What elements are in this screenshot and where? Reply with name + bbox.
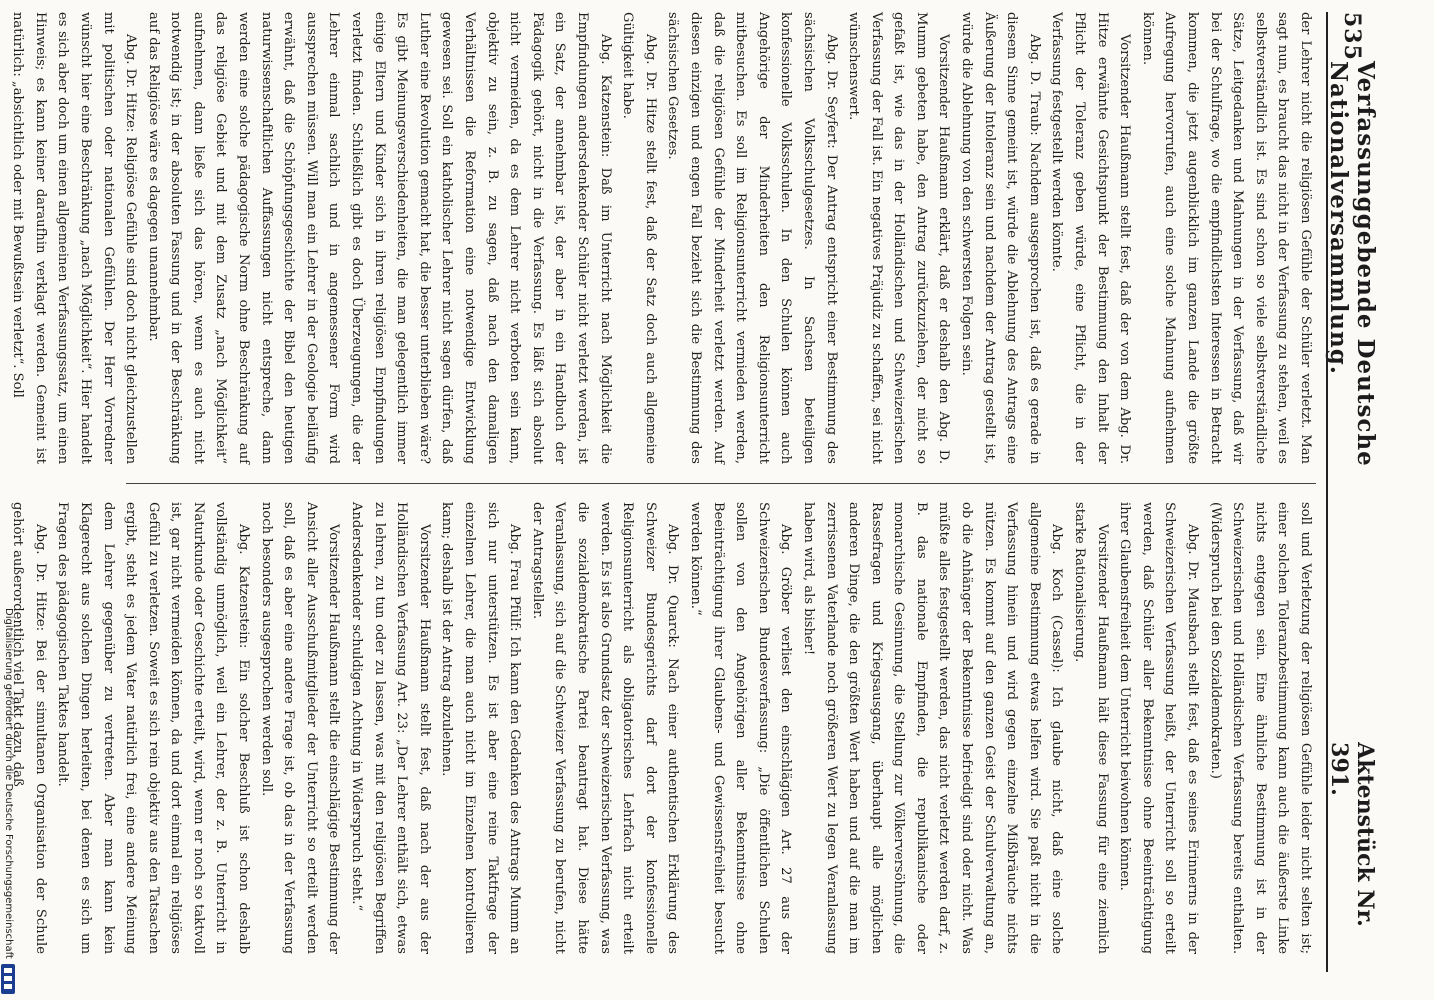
document-number: Aktenstück Nr. 391. (1326, 742, 1378, 927)
document-page (10, 12, 1379, 972)
paragraph: Abg. Frau Pfülf: Ich kann den Gedanken des Antrags Mumm an sich nur unterstützen. Es ist aber eine reine Taktfrage der einzelnen Lehrer, die man auch nicht im Einzelnen kontrollieren kann; deshalb ist der Antrag abzulehnen. (439, 502, 523, 954)
paragraph: Abg. Gröber verliest den einschlägigen Art. 27 aus der Schweizerischen Bundesverfassung: „Die öffentlichen Schulen sollen von den Angehörigen aller Bekenntnisse ohne Beeinträchtigung ihrer Glaubens- und Gewissensfreiheit besucht werden können.“ (687, 502, 794, 954)
header-rule (1326, 12, 1328, 972)
dfg-logo-icon (1, 964, 15, 994)
paragraph: Abg. Dr. Hitze: Religiöse Gefühle sind doch nicht gleichzustellen mit politischen oder nationalen Gefühlen. Der Herr Vorredner wünscht hier eine Beschränkung „nach Möglichkeit“. Hier handelt es sich aber doch um einen allgemeinen Verfassungssatz, um einen Hinweis; es kann keiner daraufhin verklagt werden. Gemeint ist natürlich: „absichtlich oder mit Bewußtsein verletzt“. Soll (10, 12, 139, 464)
paragraph: soll und Verletzung der religiösen Gefühle leider nicht selten ist; einer solchen Toleranzbestimmung kann auch die äußerste Linke nichts entgegen sein. Eine ähnliche Bestimmung ist in der Schweizerischen und Holländischen Verfassung bereits enthalten. (Widerspruch bei den Sozialdemokraten.) (1207, 502, 1313, 954)
paragraph: Abg. Dr. Seyfert: Der Antrag entspricht einer Bestimmung des sächsischen Volksschulgesetzes. In Sachsen beteiligen konfessionelle Volksschulen. In den Schulen können auch Angehörige der Minderheiten den Religionsunterricht mitbesuchen. Es soll im Religionsunterricht vermieden werden, daß die religiösen Gefühle der Minderheit verletzt werden. Auf diesen einzigen und engen Fall bezieht sich die Bestimmung des sächsischen Gesetzes. (665, 12, 839, 464)
right-column (10, 502, 1316, 954)
digitization-credit (2, 608, 16, 998)
paragraph: Vorsitzender Haußmann stellt die einschlägige Bestimmung der Ansicht aller Ausschußmitglieder der Unterricht so erteilt werden soll, daß es aber eine andere Frage ist, ob das in der Verfassung noch besonders ausgesprochen werden soll. (258, 502, 342, 954)
page-header (1325, 12, 1379, 972)
credit-text: Digitalisierung gefördert durch die Deutsche Forschungsgemeinschaft (3, 608, 14, 959)
running-title: Verfassunggebende Deutsche Nationalversammlung. (1325, 60, 1379, 467)
paragraph: Abg. Koch (Cassel): Ich glaube nicht, daß eine solche allgemeine Bestimmung etwas helfen wird. Sie paßt nicht in die Verfassung hinein und wird gegen einzelne Mißbräuche nichts nützen. Es kommt auf den ganzen Geist der Schulverwaltung an, ob die Anhänger der Bekenntnisse befriedigt sind oder nicht. Was müßte alles festgestellt werden, das nicht verletzt werden darf, z. B. das nationale Empfinden, die republikanische oder monarchische Gesinnung, die Stellung zur Völkerversöhnung, die Rassefragen und Kriegsausgang, überhaupt alle möglichen anderen Dinge, die den größten Wert haben und auf die man im zerrissenen Vaterlande noch größeren Wert zu legen Veranlassung haben wird, als bisher! (800, 502, 1065, 954)
paragraph: Vorsitzender Haußmann stellt fest, daß der von dem Abg. Dr. Hitze erwähnte Gesichtspunkt der Bestimmung den Inhalt der Pflicht der Toleranz geben würde, eine Pflicht, die in der Verfassung festgestellt werden könnte. (1049, 12, 1133, 464)
paragraph: Vorsitzender Haußmann erklärt, daß er deshalb den Abg. D. Mumm gebeten habe, den Antrag zurückzuziehen, der nicht so gefaßt ist, wie das in der Holländischen und Schweizerischen Verfassung der Fall ist. Ein negatives Präjudiz zu schaffen, sei nicht wünschenswert. (846, 12, 952, 464)
paragraph: Abg. D. Traub: Nachdem ausgesprochen ist, daß es gerade in diesem Sinne gemeint ist, würde die Ablehnung des Antrags eine Äußerung der Intoleranz sein und nachdem der Antrag gestellt ist, würde die Ablehnung von den schwersten Folgen sein. (959, 12, 1042, 464)
paragraph: Abg. Katzenstein: Ein solcher Beschluß ist schon deshalb vollständig unmöglich, weil ein Lehrer, der z. B. Unterricht in Naturkunde oder Geschichte erteilt, wird, wenn er noch so taktvoll ist, gar nicht vermeiden können, da und dort einmal ein religiöses Gefühl zu verletzen. Soweit es sich rein objektiv aus den Tatsachen ergibt, steht es jedem Vater natürlich frei, eine andere Meinung dem Lehrer gegenüber zu vertreten. Aber man kann kein Klagerecht aus solchen Dingen herleiten, bei denen es sich um Fragen des pädagogischen Taktes handelt. (55, 502, 252, 954)
paragraph: der Lehrer nicht die religiösen Gefühle der Schüler verletzt. Man sagt nun, es braucht das nicht in der Verfassung zu stehen, weil es selbstverständlich ist. Es sind schon so viele selbstverständliche Sätze, Leitgedanken und Mahnungen in der Verfassung, daß wir bei der Schulfrage, wo die empfindlichsten Interessen in Betracht kommen, die jetzt augenblicklich im ganzen Lande die größte Aufregung hervorrufen, auch eine solche Mahnung aufnehmen können. (1139, 12, 1313, 464)
paragraph: Abg. Dr. Mausbach stellt fest, daß es seines Erinnerns in der Schweizerischen Verfassung heißt, der Unterricht soll so erteilt werden, daß Schüler aller Bekenntnisse ohne Beeinträchtigung ihrer Glaubensfreiheit dem Unterricht beiwohnen können. (1117, 502, 1201, 954)
paragraph: Abg. Katzenstein: Daß im Unterricht nach Möglichkeit die Empfindungen andersdenkender Schüler nicht verletzt werden, ist ein Satz, der annehmbar ist, der aber in ein Handbuch der Pädagogik gehört, nicht in die Verfassung. Es läßt sich absolut nicht vermeiden, da es dem Lehrer nicht verboten sein kann, objektiv zu sein, z. B. zu sagen, daß nach den damaligen Verhältnissen die Reformation eine notwendige Entwicklung gewesen sei. Soll ein katholischer Lehrer nicht sagen dürfen, daß Luther eine Revolution gemacht hat, die besser unterblieben wäre? Es gibt Meinungsverschiedenheiten, die man gelegentlich immer einige Eltern und Kinder sich in ihren religiösen Empfindungen verletzt finden. Schließlich gibt es doch Überzeugungen, die der Lehrer einmal sachlich und in angemessener Form wird aussprechen müssen. Will man ein Lehrer in der Geologie beiläufig erwähnt, daß die Schöpfungsgeschichte der Bibel den heutigen naturwissenschaftlichen Auffassungen nicht entspreche, dann werden eine solche pädagogische Norm ohne Beschränkung auf das religiöse Gebiet und mit dem Zusatz „nach Möglichkeit“ aufnehmen, dann ließe sich das hören, wenn es auch nicht notwendig ist; in der absoluten Fassung und in der Beschränkung auf das Religiöse wäre es dagegen unannehmbar. (145, 12, 613, 464)
paragraph: Abg. Dr. Hitze: Bei der simultanen Organisation der Schule gehört außerordentlich viel Takt dazu, daß (10, 502, 48, 954)
paragraph: Abg. Dr. Quarck: Nach einer authentischen Erklärung des Schweizer Bundesgerichts darf dort der konfessionelle Religionsunterricht als obligatorisches Lehrfach nicht erteilt werden. Es ist also Grundsatz der schweizerischen Verfassung, was die sozialdemokratische Partei beantragt hat. Diese hätte Veranlassung, sich auf die Schweizer Verfassung zu berufen, nicht der Antragsteller. (529, 502, 681, 954)
paragraph: Vorsitzender Haußmann stellt fest, daß nach der aus der Holländischen Verfassung Art. 23: „Der Lehrer enthält sich, etwas zu lehren, zu tun oder zu lassen, was mit den religiösen Begriffen Andersdenkender schuldigen Achtung in Widerspruch steht.“ (349, 502, 432, 954)
page-number: 535 (1339, 12, 1365, 61)
left-column (10, 12, 1316, 464)
paragraph: Vorsitzender Haußmann hält diese Fassung für eine ziemlich starke Rationalisierung. (1072, 502, 1110, 954)
paragraph: Abg. Dr. Hitze stellt fest, daß der Satz doch auch allgemeine Gültigkeit habe. (620, 12, 658, 464)
column-divider (126, 483, 1316, 484)
